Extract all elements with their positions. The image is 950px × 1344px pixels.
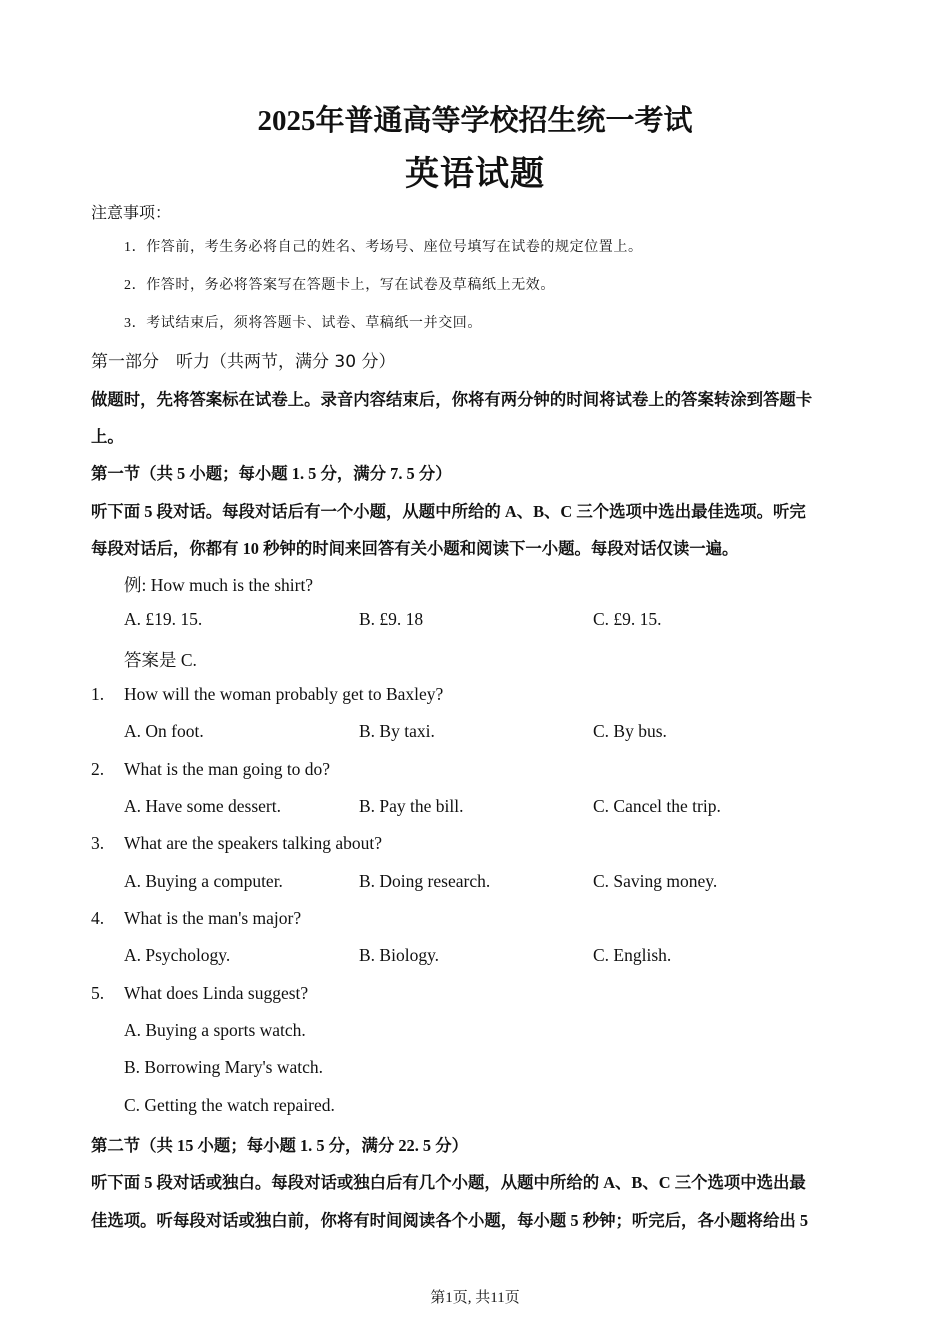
part1-instruction: 做题时，先将答案标在试卷上。录音内容结束后，你将有两分钟的时间将试卷上的答案转涂到答题卡 (91, 390, 813, 409)
question-number: 1. (91, 684, 105, 704)
section1-heading: 第一节（共 5 小题；每小题 1. 5 分，满分 7. 5 分） (91, 464, 452, 483)
option-b: B. By taxi. (359, 721, 435, 741)
option-b: B. Doing research. (359, 871, 491, 891)
section2-instruction: 佳选项。听每段对话或独白前，你将有时间阅读各个小题，每小题 5 秒钟；听完后，各小题将给出 5 (91, 1211, 809, 1230)
notice-item: 2．作答时，务必将答案写在答题卡上，写在试卷及草稿纸上无效。 (124, 278, 555, 293)
section1-instruction: 每段对话后，你都有 10 秒钟的时间来回答有关小题和阅读下一小题。每段对话仅读一遍。 (91, 539, 739, 558)
example-option-b: B. £9. 18 (359, 609, 424, 629)
question-text: How will the woman probably get to Baxley? (124, 684, 444, 704)
section2-heading: 第二节（共 15 小题；每小题 1. 5 分，满分 22. 5 分） (91, 1136, 468, 1155)
question-number: 5. (91, 983, 105, 1003)
option-a: A. Have some dessert. (124, 796, 281, 816)
option-c: C. By bus. (593, 721, 667, 741)
option-a: A. Buying a computer. (124, 871, 283, 891)
part1-heading: 第一部分 听力（共两节，满分 30 分） (91, 352, 396, 372)
part1-instruction: 上。 (91, 427, 124, 446)
example-answer: 答案是 C. (124, 650, 197, 670)
section1-instruction: 听下面 5 段对话。每段对话后有一个小题，从题中所给的 A、B、C 三个选项中选出最佳选项。听完 (91, 502, 806, 521)
section2-instruction: 听下面 5 段对话或独白。每段对话或独白后有几个小题，从题中所给的 A、B、C 三个选项中选出最 (91, 1173, 806, 1192)
option-c: C. English. (593, 945, 672, 965)
example-option-a: A. £19. 15. (124, 609, 203, 629)
notice-heading: 注意事项： (91, 203, 172, 222)
example-option-c: C. £9. 15. (593, 609, 662, 629)
option-a: A. Psychology. (124, 945, 231, 965)
option-c: C. Saving money. (593, 871, 718, 891)
notice-item: 3．考试结束后，须将答题卡、试卷、草稿纸一并交回。 (124, 316, 482, 331)
question-number: 3. (91, 833, 105, 853)
option-b: B. Borrowing Mary's watch. (124, 1057, 324, 1077)
option-a: A. On foot. (124, 721, 204, 741)
option-a: A. Buying a sports watch. (124, 1020, 306, 1040)
question-text: What are the speakers talking about? (124, 833, 383, 853)
question-text: What is the man going to do? (124, 759, 331, 779)
question-text: What does Linda suggest? (124, 983, 309, 1003)
question-number: 2. (91, 759, 105, 779)
question-text: What is the man's major? (124, 908, 302, 928)
example-question: 例: How much is the shirt? (124, 575, 314, 595)
exam-title: 2025年普通高等学校招生统一考试 (257, 105, 693, 137)
option-b: B. Biology. (359, 945, 440, 965)
option-c: C. Getting the watch repaired. (124, 1095, 335, 1115)
page-number-footer: 第1页, 共11页 (430, 1290, 520, 1306)
option-b: B. Pay the bill. (359, 796, 464, 816)
option-c: C. Cancel the trip. (593, 796, 721, 816)
question-number: 4. (91, 908, 105, 928)
notice-item: 1．作答前，考生务必将自己的姓名、考场号、座位号填写在试卷的规定位置上。 (124, 240, 643, 255)
exam-subtitle: 英语试题 (405, 154, 545, 194)
